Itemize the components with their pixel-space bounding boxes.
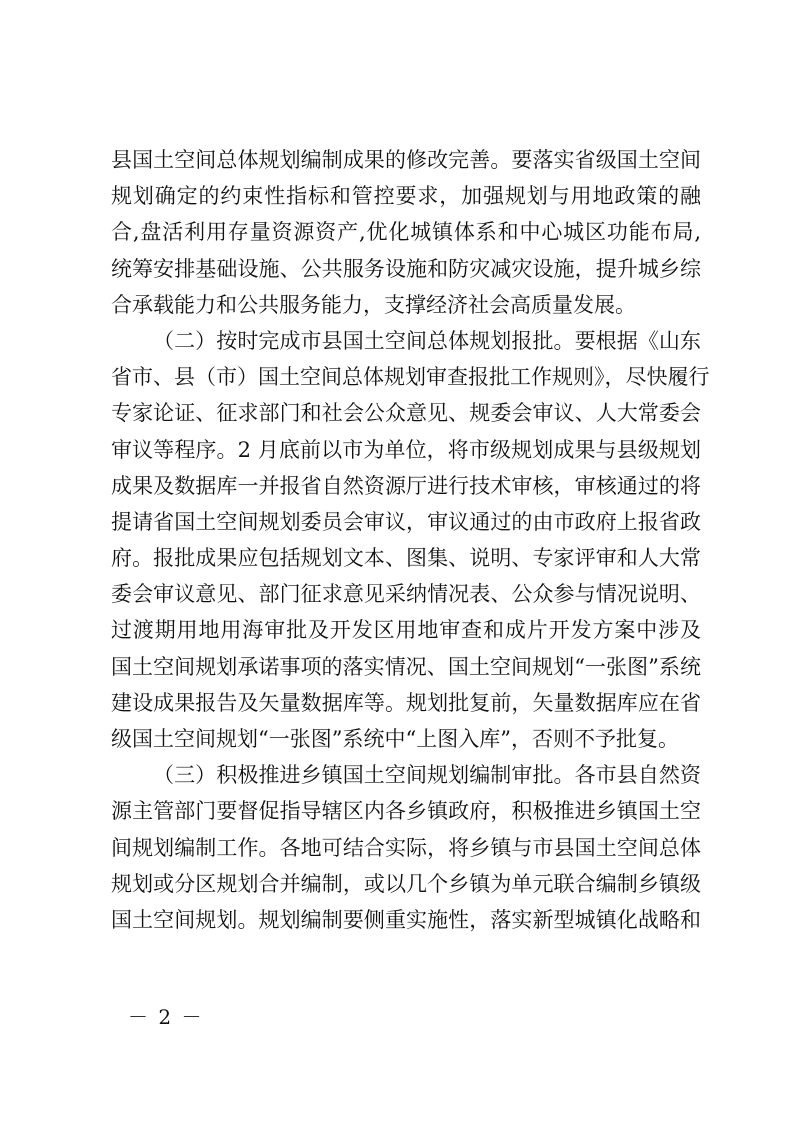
text-line: 规划确定的约束性指标和管控要求，加强规划与用地政策的融 <box>111 184 701 209</box>
text-line: 建设成果报告及矢量数据库等。规划批复前，矢量数据库应在省 <box>111 690 701 715</box>
section-heading-line: （三）积极推进乡镇国土空间规划编制审批。各市县自然资 <box>153 763 701 788</box>
text-line: 规划或分区规划合并编制，或以几个乡镇为单元联合编制乡镇级 <box>111 871 701 896</box>
text-line: 成果及数据库一并报省自然资源厅进行技术审核，审核通过的将 <box>111 473 701 498</box>
body-text <box>111 142 710 938</box>
text-line: 省市、县（市）国土空间总体规划审查报批工作规则》，尽快履行 <box>111 365 710 390</box>
text-line: 源主管部门要督促指导辖区内各乡镇政府，积极推进乡镇国土空 <box>111 799 701 824</box>
text-line: 间规划编制工作。各地可结合实际，将乡镇与市县国土空间总体 <box>111 835 701 860</box>
text-line: 国土空间规划承诺事项的落实情况、国土空间规划“一张图”系统 <box>111 654 701 679</box>
text-line: 委会审议意见、部门征求意见采纳情况表、公众参与情况说明、 <box>111 582 701 607</box>
text-line: 合,盘活利用存量资源资产,优化城镇体系和中心城区功能布局, <box>111 220 701 245</box>
text-line: 提请省国土空间规划委员会审议，审议通过的由市政府上报省政 <box>111 509 701 534</box>
text-line: 统筹安排基础设施、公共服务设施和防灾减灾设施，提升城乡综 <box>111 256 701 281</box>
section-heading-line: （二）按时完成市县国土空间总体规划报批。要根据《山东 <box>153 328 701 353</box>
text-line: 国土空间规划。规划编制要侧重实施性，落实新型城镇化战略和 <box>111 907 701 932</box>
page-number: － 2 － <box>128 1005 204 1029</box>
text-line: 专家论证、征求部门和社会公众意见、规委会审议、人大常委会 <box>111 401 701 426</box>
text-line: 过渡期用地用海审批及开发区用地审查和成片开发方案中涉及 <box>111 618 701 643</box>
text-line: 审议等程序。2 月底前以市为单位，将市级规划成果与县级规划 <box>111 437 701 462</box>
text-line: 县国土空间总体规划编制成果的修改完善。要落实省级国土空间 <box>111 148 701 172</box>
text-line: 合承载能力和公共服务能力，支撑经济社会高质量发展。 <box>111 292 636 317</box>
text-line: 府。报批成果应包括规划文本、图集、说明、专家评审和人大常 <box>111 546 701 571</box>
text-line: 级国土空间规划“一张图”系统中“上图入库”，否则不予批复。 <box>111 727 679 751</box>
